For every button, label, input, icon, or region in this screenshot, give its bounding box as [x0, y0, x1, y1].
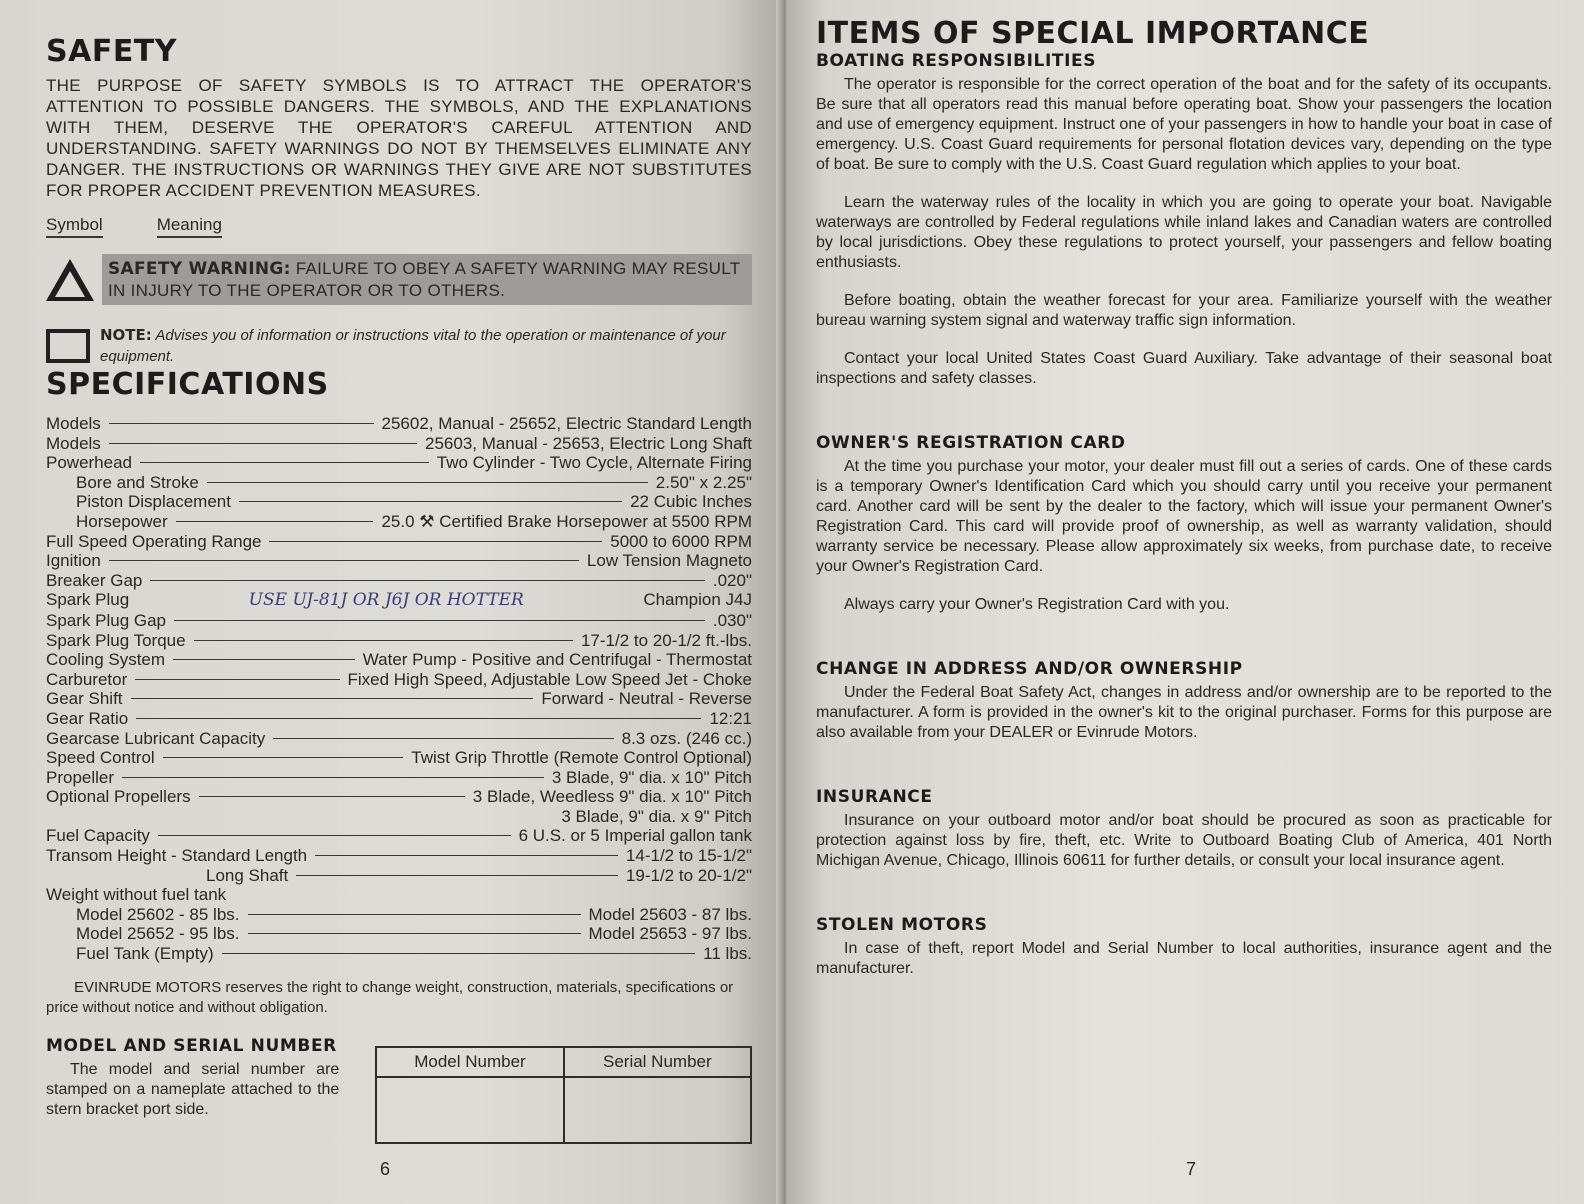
right-page [786, 0, 1584, 1204]
model-number-header: Model Number [376, 1047, 563, 1077]
spec-row: Propeller 3 Blade, 9" dia. x 10" Pitch [46, 767, 752, 787]
safety-title: SAFETY [46, 34, 177, 69]
paragraph: Under the Federal Boat Safety Act, changes in address and/or ownership are to be reported to the manufacturer. A form is provided in the owner's kit to the original purchaser. Forms for this purpose are also available from your DEALER or Evinrude Motors. [816, 684, 1552, 741]
note-square-icon [46, 329, 90, 363]
spec-row: Spark Plug USE UJ-81J OR J6J OR HOTTER Champion J4J [46, 590, 752, 611]
section-boating-responsibilities [816, 51, 1552, 389]
spec-row: Model 25652 - 95 lbs. Model 25653 - 97 lbs. [76, 924, 752, 944]
handwritten-note: USE UJ-81J OR J6J OR HOTTER [248, 590, 524, 611]
symbol-meaning-header [46, 215, 752, 238]
note-description [100, 325, 752, 367]
spec-row: Breaker Gap .020" [46, 570, 752, 590]
spec-row: Cooling System Water Pump - Positive and Centrifugal - Thermostat [46, 650, 752, 670]
note-row [46, 325, 752, 367]
spec-row: Powerhead Two Cylinder - Two Cycle, Alternate Firing [46, 453, 752, 473]
specifications-title: SPECIFICATIONS [46, 367, 329, 402]
spec-row: Spark Plug Torque 17-1/2 to 20-1/2 ft.-lbs. [46, 630, 752, 650]
spec-row: Fuel Tank (Empty) 11 lbs. [76, 944, 752, 964]
reserve-rights-text: EVINRUDE MOTORS reserves the right to change weight, construction, materials, specifications or price without notice and without obligation. [46, 978, 734, 1016]
paragraph: Learn the waterway rules of the locality in which you are going to operate your boat. Navigable waterways are controlled by Federal regulations while inland lakes and Canadian waters are controlled by local jurisdictions. Obey these regulations to protect yourself, your passengers and fellow boating enthusiasts. [816, 194, 1552, 271]
special-importance-title: ITEMS OF SPECIAL IMPORTANCE [816, 16, 1370, 51]
spec-row: Carburetor Fixed High Speed, Adjustable Low Speed Jet - Choke [46, 669, 752, 689]
serial-number-cell [564, 1077, 751, 1143]
model-serial-section [46, 1036, 752, 1144]
spec-row: Spark Plug Gap .030" [46, 610, 752, 630]
section-heading: CHANGE IN ADDRESS AND/OR OWNERSHIP [816, 659, 1243, 679]
section-heading: STOLEN MOTORS [816, 915, 988, 935]
spec-row: Optional Propellers 3 Blade, Weedless 9" dia. x 10" Pitch [46, 787, 752, 807]
spec-row: Gear Shift Forward - Neutral - Reverse [46, 689, 752, 709]
spec-row: Transom Height - Standard Length 14-1/2 to 15-1/2" [46, 846, 752, 866]
paragraph: Before boating, obtain the weather forecast for your area. Familiarize yourself with the weather bureau warning system signal and waterway traffic sign information. [816, 292, 1552, 329]
left-page [0, 0, 786, 1204]
section-heading: OWNER'S REGISTRATION CARD [816, 433, 1126, 453]
spec-row: Fuel Capacity 6 U.S. or 5 Imperial gallon tank [46, 826, 752, 846]
serial-text: The model and serial number are stamped on a nameplate attached to the stern bracket port side. [46, 1060, 340, 1118]
page-number-right: 7 [1186, 1159, 1197, 1179]
warning-triangle-icon [46, 259, 94, 301]
safety-warning-row [46, 254, 752, 305]
spec-row: Models 25603, Manual - 25653, Electric Long Shaft [46, 433, 752, 453]
paragraph: Insurance on your outboard motor and/or boat should be procured as soon as practicable for protection against loss by fire, theft, etc. Write to Outboard Boating Club of America, 401 North Michigan Avenue, Chicago, Illinois 60611 for further details, or consult your local insurance agent. [816, 812, 1552, 869]
spec-row: Gear Ratio 12:21 [46, 708, 752, 728]
paragraph: Contact your local United States Coast Guard Auxiliary. Take advantage of their seasonal boat inspections and safety classes. [816, 350, 1552, 387]
note-label: NOTE: [100, 326, 152, 344]
section-change-address [816, 659, 1552, 743]
spec-row: Model 25602 - 85 lbs. Model 25603 - 87 lbs. [76, 904, 752, 924]
note-text: Advises you of information or instructions vital to the operation or maintenance of your equipment. [100, 327, 726, 365]
spec-row: Speed Control Twist Grip Throttle (Remote Control Optional) [46, 748, 752, 768]
spec-row: Bore and Stroke 2.50" x 2.25" [76, 472, 752, 492]
paragraph: At the time you purchase your motor, your dealer must fill out a series of cards. One of these cards is a temporary Owner's Identification Card which you should carry until you receive your permanent card. Another card will be sent by the dealer to the factory, which will issue your permanent Owner's Registration Card. This card will provide proof of ownership, as well as warranty validation, should warranty service be necessary. Please allow approximately six weeks, from purchase date, to receive your Owner's Registration Card. [816, 458, 1552, 575]
spec-row: Models 25602, Manual - 25652, Electric Standard Length [46, 414, 752, 433]
paragraph: In case of theft, report Model and Serial Number to local authorities, insurance agent and the manufacturer. [816, 940, 1552, 977]
serial-title: MODEL AND SERIAL NUMBER [46, 1035, 337, 1056]
spec-row: 3 Blade, 9" dia. x 9" Pitch [561, 806, 752, 826]
model-serial-table [375, 1046, 752, 1144]
spec-row: Horsepower 25.0 ⚒ Certified Brake Horsepower at 5500 RPM [76, 511, 752, 531]
section-owners-registration-card [816, 433, 1552, 615]
spec-row: Weight without fuel tank [46, 885, 227, 905]
section-heading: INSURANCE [816, 787, 933, 807]
spec-row: Gearcase Lubricant Capacity 8.3 ozs. (246 cc.) [46, 728, 752, 748]
spec-row: Full Speed Operating Range 5000 to 6000 RPM [46, 531, 752, 551]
section-stolen-motors [816, 915, 1552, 979]
section-insurance [816, 787, 1552, 871]
paragraph: Always carry your Owner's Registration Card with you. [844, 596, 1230, 613]
warning-label: SAFETY WARNING: [108, 259, 291, 279]
safety-text: THE PURPOSE OF SAFETY SYMBOLS IS TO ATTRACT THE OPERATOR'S ATTENTION TO POSSIBLE DANGERS. THE SYMBOLS, AND THE EXPLANATIONS WITH THEM, DESERVE THE OPERATOR'S CAREFUL ATTENTION AND UNDERSTANDING. SAFETY WARNINGS DO NOT BY THEMSELVES ELIMINATE ANY DANGER. THE INSTRUCTIONS OR WARNINGS THEY GIVE ARE NOT SUBSTITUTES FOR PROPER ACCIDENT PREVENTION MEASURES. [46, 76, 752, 200]
safety-warning-box [102, 254, 752, 305]
model-number-cell [376, 1077, 563, 1143]
section-heading: BOATING RESPONSIBILITIES [816, 51, 1097, 71]
spec-row: Piston Displacement 22 Cubic Inches [76, 492, 752, 512]
warning-text: FAILURE TO OBEY A SAFETY WARNING MAY RESULT IN INJURY TO THE OPERATOR OR TO OTHERS. [108, 259, 741, 300]
paragraph: The operator is responsible for the correct operation of the boat and for the safety of its occupants. Be sure that all operators read this manual before operating boat. Show your passengers the location and use of emergency equipment. Instruct one of your passengers in how to handle your boat in case of emergency. U.S. Coast Guard requirements for personal flotation devices vary, depending on the type of boat. Be sure to comply with the U.S. Coast Guard regulation which applies to your boat. [816, 76, 1552, 173]
serial-number-header: Serial Number [564, 1047, 751, 1077]
page-number-left: 6 [380, 1159, 391, 1179]
meaning-header: Meaning [157, 215, 222, 238]
spec-row: Ignition Low Tension Magneto [46, 551, 752, 571]
symbol-header: Symbol [46, 215, 103, 238]
spec-row: Long Shaft 19-1/2 to 20-1/2" [206, 865, 752, 885]
specifications-list [46, 414, 752, 964]
